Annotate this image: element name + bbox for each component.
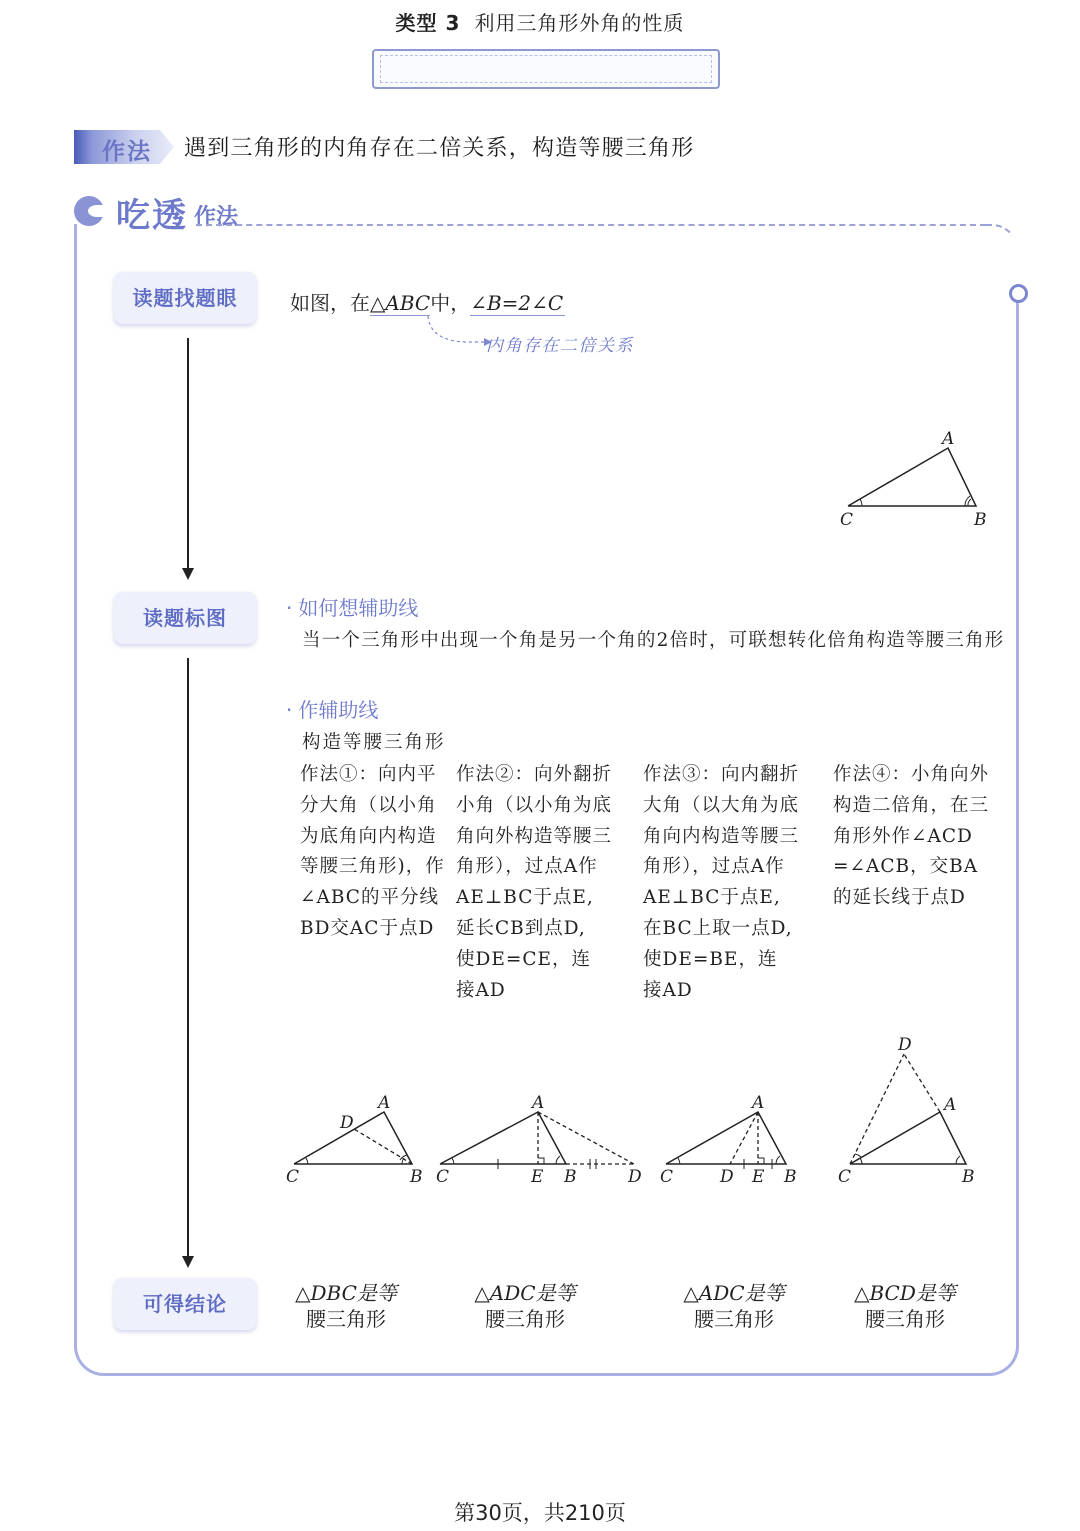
method-4-text: 作法④：小角向外 构造二倍角，在三 角形外作∠ACD =∠ACB，交BA 的延长线于点D	[833, 764, 990, 909]
problem-prefix: 如图，在	[290, 291, 370, 315]
page-number: 第30页，共210页	[454, 1501, 626, 1525]
m3-label-E: E	[752, 1167, 765, 1187]
method-4-figure	[832, 1032, 992, 1192]
m4-label-D: D	[898, 1035, 912, 1055]
method-3-text: 作法③：向内翻折 大角（以大角为底 角向内构造等腰三 角形），过点A作 AE⊥BC于点E, 在BC上取一点D, 使DE=BE，连 接AD	[643, 764, 800, 1001]
flow-arrow-line-1	[187, 338, 189, 570]
label-A: A	[942, 429, 955, 449]
m3-label-D: D	[720, 1167, 734, 1187]
m2-label-E: E	[531, 1167, 544, 1187]
m2-label-D: D	[628, 1167, 642, 1187]
m3-label-C: C	[660, 1167, 674, 1187]
method-2-text: 作法②：向外翻折 小角（以小角为底 角向外构造等腰三 角形），过点A作 AE⊥BC于点E, 延长CB到点D, 使DE=CE，连 接AD	[456, 764, 613, 1001]
m1-label-A: A	[378, 1093, 391, 1113]
problem-triangle: △ABC	[370, 291, 431, 315]
problem-note: 内角存在二倍关系	[486, 336, 634, 356]
type-title: 利用三角形外角的性质	[474, 11, 685, 35]
frame-knob-icon	[1009, 284, 1028, 303]
note-pointer-arrow	[424, 314, 494, 350]
main-triangle-figure	[836, 428, 1006, 532]
problem-mid: 中，	[430, 291, 471, 315]
type-header	[0, 7, 1080, 36]
method-2-figure	[430, 1088, 650, 1192]
conclusion-3: △ADC是等 腰三角形	[683, 1281, 785, 1331]
zuofa-description: 遇到三角形的内角存在二倍关系，构造等腰三角形	[184, 136, 695, 161]
label-C: C	[840, 510, 854, 530]
problem-condition: ∠B=2∠C	[470, 291, 564, 315]
conclusion-2: △ADC是等 腰三角形	[474, 1281, 576, 1331]
flow-arrow-head-2	[182, 1256, 194, 1268]
m2-label-A: A	[532, 1093, 545, 1113]
method-3-figure	[654, 1088, 814, 1192]
flow-arrow-line-2	[187, 658, 189, 1258]
conclusion-4: △BCD是等 腰三角形	[854, 1281, 956, 1331]
conclusion-1: △DBC是等 腰三角形	[295, 1281, 397, 1331]
section-title: 吃透	[116, 196, 188, 236]
flow-arrow-head-1	[182, 568, 194, 580]
step-conclusion: 可得结论	[114, 1278, 256, 1330]
m4-label-B: B	[962, 1167, 975, 1187]
m2-label-C: C	[436, 1167, 450, 1187]
pacman-icon	[74, 196, 104, 226]
frame-top-dashed-line	[196, 224, 986, 226]
zuofa-tag-label: 作法	[102, 139, 152, 165]
m1-label-B: B	[410, 1167, 423, 1187]
section-subtitle: 作法	[194, 205, 239, 230]
m1-label-D: D	[340, 1113, 354, 1133]
problem-statement	[290, 287, 565, 316]
aux-heading: · 作辅助线	[286, 698, 379, 722]
m4-label-C: C	[838, 1167, 852, 1187]
m4-label-A: A	[944, 1095, 957, 1115]
how-heading: · 如何想辅助线	[286, 596, 419, 620]
step-read-find: 读题找题眼	[114, 272, 256, 324]
step-read-mark: 读题标图	[114, 592, 256, 644]
m3-label-A: A	[752, 1093, 765, 1113]
type-header-box	[372, 49, 720, 89]
aux-subheading: 构造等腰三角形	[302, 732, 446, 753]
method-1-text: 作法①：向内平 分大角（以小角 为底角向内构造 等腰三角形)，作 ∠ABC的平分线 BD交AC于点D	[300, 764, 445, 939]
m3-label-B: B	[784, 1167, 797, 1187]
m1-label-C: C	[286, 1167, 300, 1187]
type-label: 类型 3	[395, 11, 461, 35]
how-text: 当一个三角形中出现一个角是另一个角的2倍时，可联想转化倍角构造等腰三角形	[302, 630, 1005, 651]
label-B: B	[974, 510, 987, 530]
m2-label-B: B	[564, 1167, 577, 1187]
method-1-figure	[280, 1088, 430, 1192]
